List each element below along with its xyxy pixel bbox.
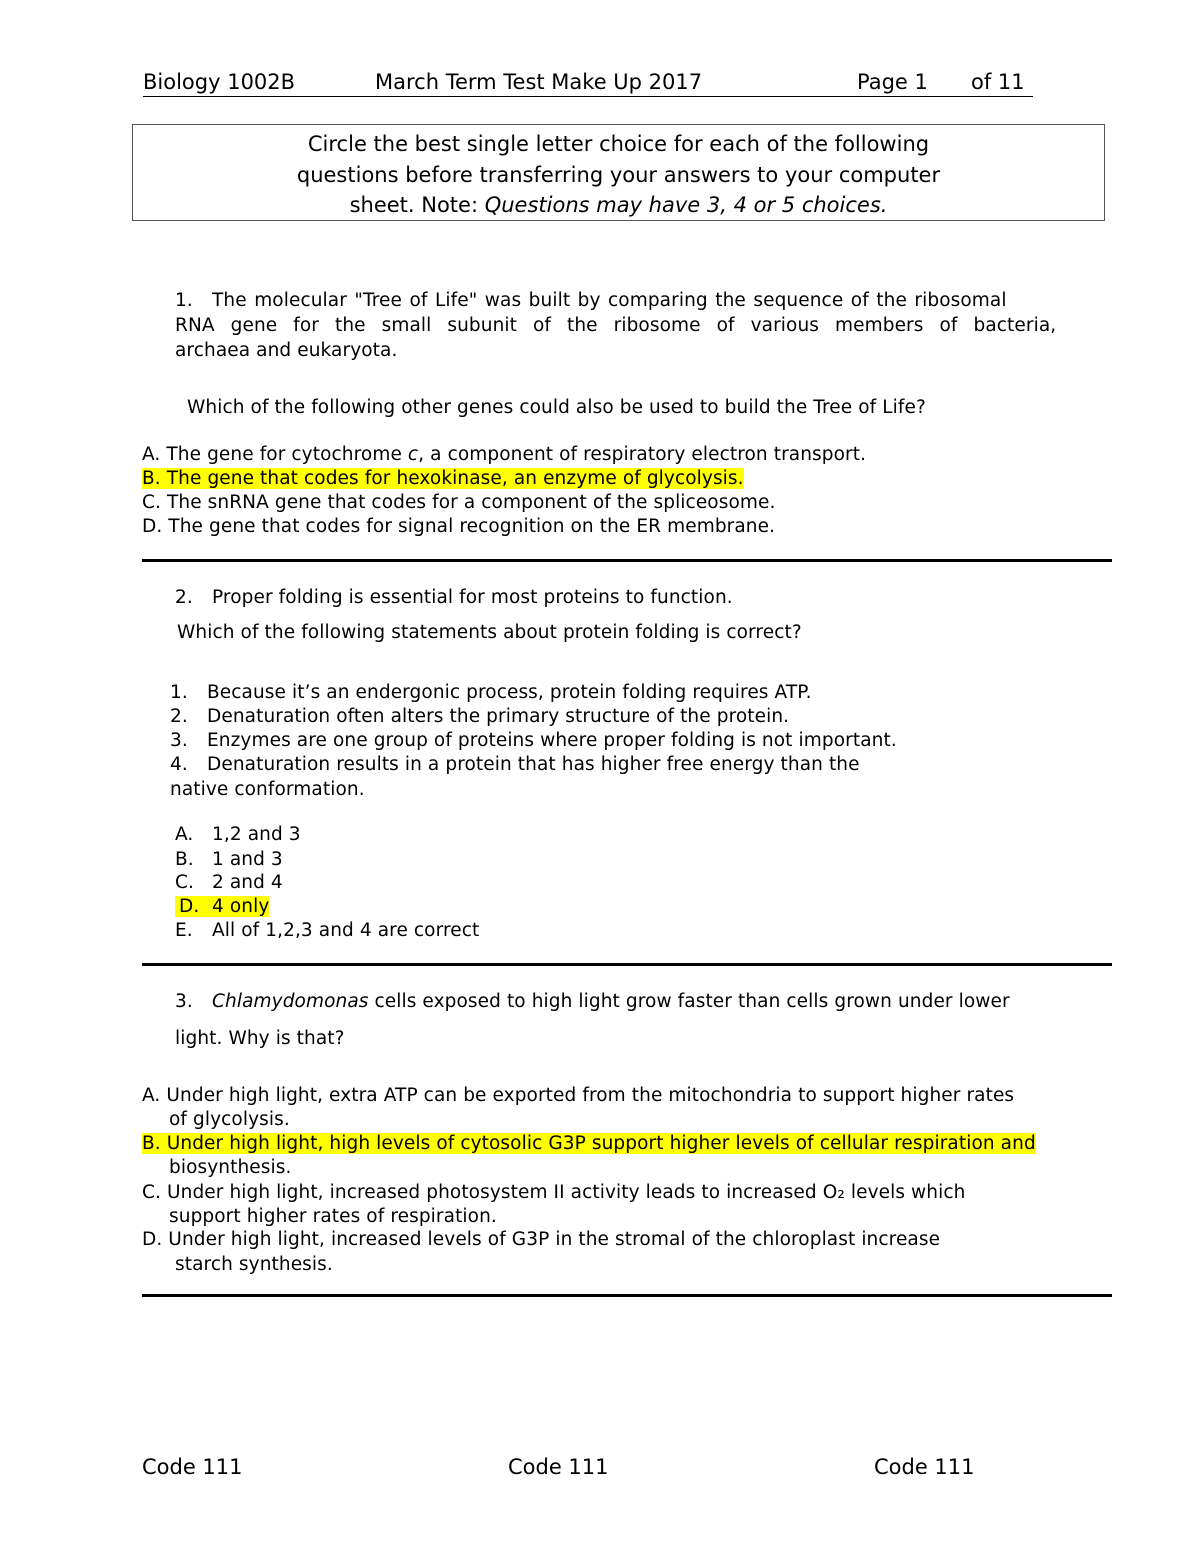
q2-option-a[interactable] [175,824,301,845]
instructions-box [132,124,1105,221]
q3-option-b[interactable] [142,1133,1036,1154]
q3-stem-line-1-text: cells exposed to high light grow faster than cells grown under lower [368,991,1010,1012]
q2-option-e-letter: E. [175,920,193,941]
footer-code-left: Code 111 [142,1455,243,1479]
q1-stem-line-1: The molecular "Tree of Life" was built by comparing the sequence of the ribosomal [212,290,1007,311]
q2-statement-1-number: 1. [170,682,188,703]
q2-statement-4-number: 4. [170,754,188,775]
q2-statement-2-number: 2. [170,706,188,727]
separator-1 [142,559,1112,562]
q2-option-a-text: 1,2 and 3 [212,824,301,845]
q2-statement-3-text: Enzymes are one group of proteins where proper folding is not important. [207,730,897,751]
q2-option-d[interactable] [175,896,269,917]
q2-option-c[interactable] [175,872,283,893]
q1-option-b-text: B. The gene that codes for hexokinase, an enzyme of glycolysis. [142,468,744,489]
q3-option-c[interactable]: C. Under high light, increased photosystem II activity leads to increased O₂ levels which [142,1182,966,1203]
q2-option-e-text: All of 1,2,3 and 4 are correct [212,920,480,941]
q2-statement-3 [170,730,897,751]
q3-stem-line-1 [212,991,1010,1012]
q1-option-c[interactable]: C. The snRNA gene that codes for a component of the spliceosome. [142,492,776,513]
q2-question: Which of the following statements about protein folding is correct? [177,622,802,643]
footer-code-right: Code 111 [874,1455,975,1479]
q2-option-d-letter: D. [179,896,200,917]
q2-statement-4-cont: native conformation. [170,779,365,800]
q1-stem-line-2: RNA gene for the small subunit of the ribosome of various members of bacteria, [175,315,1057,336]
q3-option-d[interactable]: D. Under high light, increased levels of G3P in the stromal of the chloroplast increase [142,1229,941,1250]
q3-option-b-text: B. Under high light, high levels of cytosolic G3P support higher levels of cellular respiration and [142,1133,1036,1154]
q2-option-a-letter: A. [175,824,194,845]
q3-option-a-cont: of glycolysis. [169,1109,290,1130]
q2-option-b[interactable] [175,849,283,870]
q2-option-d-text: 4 only [212,896,270,917]
footer-code-center: Code 111 [508,1455,609,1479]
q3-species: Chlamydomonas [212,991,369,1012]
instructions-note: sheet. Note: [349,193,485,217]
q2-statement-4-text: Denaturation results in a protein that has higher free energy than the [207,754,860,775]
q1-option-b[interactable] [142,468,744,489]
q2-number: 2. [175,587,193,608]
q2-option-e[interactable] [175,920,479,941]
q1-question: Which of the following other genes could also be used to build the Tree of Life? [187,397,926,418]
q3-option-c-cont: support higher rates of respiration. [169,1206,497,1227]
q1-stem-line-3: archaea and eukaryota. [175,340,398,361]
header-rule [143,96,1033,97]
q2-statement-3-number: 3. [170,730,188,751]
q2-statement-1-text: Because it’s an endergonic process, protein folding requires ATP. [207,682,812,703]
test-title: March Term Test Make Up 2017 [375,70,703,94]
page-number: Page 1 [857,70,928,94]
q3-stem-line-2: light. Why is that? [175,1028,345,1049]
q2-option-c-letter: C. [175,872,194,893]
q2-statement-2-text: Denaturation often alters the primary structure of the protein. [207,706,790,727]
course-title: Biology 1002B [143,70,296,94]
separator-2 [142,963,1112,966]
page-total: of 11 [971,70,1025,94]
q1-option-d[interactable]: D. The gene that codes for signal recognition on the ER membrane. [142,516,776,537]
q2-option-b-letter: B. [175,849,194,870]
instructions-note-italic: Questions may have 3, 4 or 5 choices. [484,193,888,217]
instructions-line-2: questions before transferring your answers to your computer [296,163,941,187]
instructions-line-3 [133,193,1104,217]
q2-option-d-highlight [175,896,269,917]
q3-number: 3. [175,991,193,1012]
q2-statement-1 [170,682,812,703]
q1-option-a[interactable] [142,444,866,465]
q2-option-b-text: 1 and 3 [212,849,283,870]
q2-statement-2 [170,706,789,727]
instructions-line-1: Circle the best single letter choice for each of the following [307,132,930,156]
q3-option-a[interactable]: A. Under high light, extra ATP can be exported from the mitochondria to support higher rates [142,1085,1015,1106]
q1-option-a-text-end: , a component of respiratory electron transport. [418,444,867,465]
separator-3 [142,1294,1112,1297]
q3-option-d-cont: starch synthesis. [175,1254,333,1275]
q1-number: 1. [175,290,193,311]
q2-statement-4 [170,754,860,775]
q1-option-a-italic: c [407,444,419,465]
q2-stem: Proper folding is essential for most proteins to function. [212,587,733,608]
q3-option-b-cont: biosynthesis. [169,1157,292,1178]
q1-option-a-text: A. The gene for cytochrome [142,444,408,465]
q2-option-c-text: 2 and 4 [212,872,283,893]
